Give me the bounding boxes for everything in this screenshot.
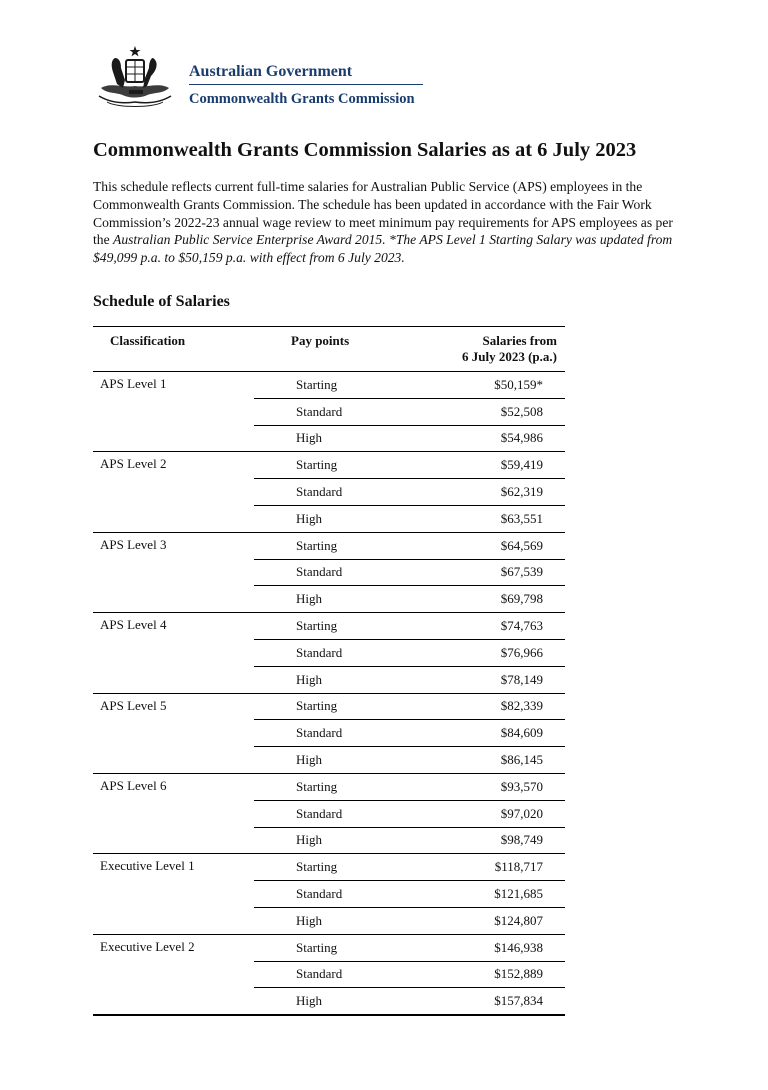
classification-cell: APS Level 6 xyxy=(93,773,254,853)
pay-point-cell: Starting xyxy=(254,854,395,881)
pay-point-cell: Standard xyxy=(254,800,395,827)
header-salaries xyxy=(395,327,565,372)
pay-point-cell: Starting xyxy=(254,452,395,479)
intro-award: Australian Public Service Enterprise Award 2015. xyxy=(113,232,386,248)
agency-name: Commonwealth Grants Commission xyxy=(189,91,415,107)
salary-cell: $152,889 xyxy=(395,961,565,988)
pay-point-cell: High xyxy=(254,425,395,452)
salary-table xyxy=(93,326,565,1016)
salary-cell: $67,539 xyxy=(395,559,565,586)
salary-cell: $146,938 xyxy=(395,934,565,961)
table-row xyxy=(93,854,565,881)
classification-cell: APS Level 4 xyxy=(93,613,254,693)
table-row xyxy=(93,934,565,961)
table-row xyxy=(93,613,565,640)
salary-cell: $93,570 xyxy=(395,773,565,800)
pay-point-cell: Standard xyxy=(254,639,395,666)
header-classification: Classification xyxy=(93,327,254,372)
salary-cell: $124,807 xyxy=(395,907,565,934)
salary-cell: $50,159* xyxy=(395,372,565,399)
table-row xyxy=(93,532,565,559)
header-salaries-line2: 6 July 2023 (p.a.) xyxy=(462,349,557,364)
pay-point-cell: High xyxy=(254,505,395,532)
pay-point-cell: Standard xyxy=(254,479,395,506)
salary-cell: $54,986 xyxy=(395,425,565,452)
classification-cell: Executive Level 1 xyxy=(93,854,254,934)
classification-cell: APS Level 1 xyxy=(93,372,254,452)
salary-table-body xyxy=(93,372,565,1016)
pay-point-cell: High xyxy=(254,747,395,774)
salary-cell: $59,419 xyxy=(395,452,565,479)
government-name: Australian Government xyxy=(189,63,353,80)
pay-point-cell: Starting xyxy=(254,532,395,559)
pay-point-cell: High xyxy=(254,586,395,613)
salary-cell: $52,508 xyxy=(395,398,565,425)
intro-paragraph xyxy=(93,178,683,267)
pay-point-cell: Starting xyxy=(254,934,395,961)
page-title: Commonwealth Grants Commission Salaries as at 6 July 2023 xyxy=(93,139,637,161)
salary-cell: $62,319 xyxy=(395,479,565,506)
classification-cell: Executive Level 2 xyxy=(93,934,254,1015)
salary-cell: $69,798 xyxy=(395,586,565,613)
table-row xyxy=(93,452,565,479)
salary-cell: $157,834 xyxy=(395,988,565,1015)
intro-text: This schedule reflects current full-time salaries for Australian Public Service (APS) employees in the Commonwealth Grants Commission. The schedule has been updated in accordance with the Fair Work Commission’s 2022-23 annual wage review to meet minimum pay requirements for APS employees as per the xyxy=(93,179,673,248)
pay-point-cell: Starting xyxy=(254,613,395,640)
pay-point-cell: Standard xyxy=(254,961,395,988)
pay-point-cell: High xyxy=(254,907,395,934)
pay-point-cell: Starting xyxy=(254,693,395,720)
header-pay-points: Pay points xyxy=(254,327,395,372)
table-row xyxy=(93,372,565,399)
salary-cell: $97,020 xyxy=(395,800,565,827)
pay-point-cell: Starting xyxy=(254,773,395,800)
pay-point-cell: High xyxy=(254,666,395,693)
salary-cell: $84,609 xyxy=(395,720,565,747)
coat-of-arms-logo xyxy=(93,44,177,112)
pay-point-cell: Standard xyxy=(254,398,395,425)
pay-point-cell: High xyxy=(254,988,395,1015)
classification-cell: APS Level 2 xyxy=(93,452,254,532)
salary-cell: $64,569 xyxy=(395,532,565,559)
salary-cell: $98,749 xyxy=(395,827,565,854)
salary-cell: $78,149 xyxy=(395,666,565,693)
intro-note: *The APS Level 1 Starting Salary was updated from $49,099 p.a. to $50,159 p.a. with effect from 6 July 2023. xyxy=(93,232,673,266)
pay-point-cell: Standard xyxy=(254,881,395,908)
pay-point-cell: Standard xyxy=(254,720,395,747)
salary-cell: $82,339 xyxy=(395,693,565,720)
table-row xyxy=(93,693,565,720)
classification-cell: APS Level 5 xyxy=(93,693,254,773)
salary-cell: $74,763 xyxy=(395,613,565,640)
header-salaries-line1: Salaries from xyxy=(482,333,557,348)
salary-cell: $118,717 xyxy=(395,854,565,881)
salary-cell: $86,145 xyxy=(395,747,565,774)
section-title: Schedule of Salaries xyxy=(93,293,230,310)
salary-cell: $63,551 xyxy=(395,505,565,532)
pay-point-cell: High xyxy=(254,827,395,854)
header-divider xyxy=(189,84,423,85)
pay-point-cell: Standard xyxy=(254,559,395,586)
salary-cell: $121,685 xyxy=(395,881,565,908)
salary-cell: $76,966 xyxy=(395,639,565,666)
pay-point-cell: Starting xyxy=(254,372,395,399)
table-header-row xyxy=(93,327,565,372)
table-row xyxy=(93,773,565,800)
classification-cell: APS Level 3 xyxy=(93,532,254,612)
